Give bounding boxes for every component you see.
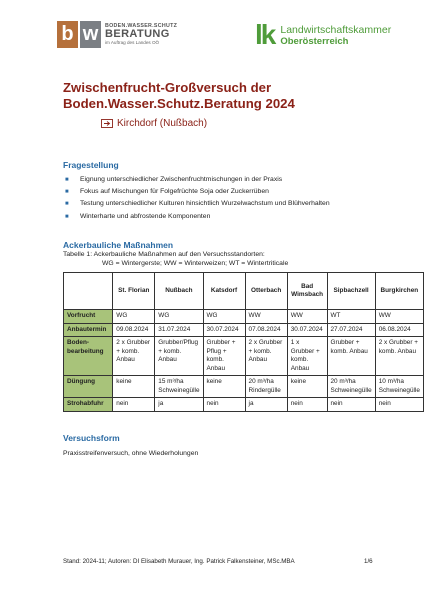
bullet-icon: ■: [65, 213, 69, 220]
row-header: Düngung: [64, 376, 113, 398]
page-number: 1/6: [364, 558, 373, 565]
table-caption-line1: Tabelle 1: Ackerbauliche Maßnahmen auf den Versuchsstandorten:: [63, 251, 265, 258]
table-cell: WW: [245, 310, 287, 324]
list-item: [63, 211, 403, 223]
list-item-text: Winterharte und abfrostende Komponenten: [80, 212, 211, 220]
lk-logo-line1: Landwirtschaftskammer: [280, 23, 392, 36]
bullet-icon: ■: [65, 189, 69, 196]
lk-logo-text: [280, 24, 391, 47]
row-header: Boden-bearbeitung: [64, 337, 113, 376]
table-cell: nein: [375, 398, 423, 412]
table-cell: 27.07.2024: [327, 323, 375, 337]
table-cell: 15 m³/ha Schweinegülle: [155, 376, 203, 398]
column-header: St. Florian: [113, 273, 155, 310]
table-cell: nein: [287, 398, 327, 412]
list-item-text: Testung unterschiedlicher Kulturen hinsichtlich Wurzelwachstum und Blühverhalten: [80, 200, 330, 208]
lk-logo-mark: lk: [255, 19, 275, 50]
column-header: Sipbachzell: [327, 273, 375, 310]
table-cell: nein: [113, 398, 155, 412]
bw-logo-line3: im Auftrag des Landes OÖ: [105, 40, 160, 45]
list-item: [63, 174, 403, 186]
bw-logo-line2: BERATUNG: [105, 28, 170, 40]
row-header: Anbautermin: [64, 323, 113, 337]
table-cell: keine: [287, 376, 327, 398]
table-cell: nein: [327, 398, 375, 412]
table-cell: 2 x Grubber + komb. Anbau: [113, 337, 155, 376]
massnahmen-heading: Ackerbauliche Maßnahmen: [63, 240, 174, 250]
fragestellung-list: [63, 174, 403, 223]
table-cell: Grubber + Pflug + komb. Anbau: [203, 337, 245, 376]
table-cell: 31.07.2024: [155, 323, 203, 337]
table-header-row: [64, 273, 424, 310]
table-cell: WT: [327, 310, 375, 324]
table-cell: ja: [155, 398, 203, 412]
column-header: Nußbach: [155, 273, 203, 310]
row-header: Strohabfuhr: [64, 398, 113, 412]
table-row: [64, 310, 424, 324]
list-item-text: Eignung unterschiedlicher Zwischenfruchtmischungen in der Praxis: [80, 176, 283, 183]
table-cell: 20 m³/ha Rindergülle: [245, 376, 287, 398]
versuchsform-heading: Versuchsform: [63, 433, 120, 443]
location-subtitle: [101, 118, 207, 129]
table-row: [64, 323, 424, 337]
bw-logo-line1: BODEN.WASSER.SCHUTZ: [105, 23, 178, 29]
row-header: Vorfrucht: [64, 310, 113, 324]
table-row: [64, 376, 424, 398]
table-cell: keine: [203, 376, 245, 398]
lk-logo: [255, 21, 391, 49]
table-cell: WG: [155, 310, 203, 324]
table-row: [64, 337, 424, 376]
table-cell: WW: [287, 310, 327, 324]
footer-text: Stand: 2024-11; Autoren: DI Elisabeth Murauer, Ing. Patrick Falkensteiner, MSc.MBA: [63, 558, 295, 565]
bullet-icon: ■: [65, 177, 69, 183]
table-caption-line2: WG = Wintergerste; WW = Winterweizen; WT = Wintertriticale: [102, 259, 289, 267]
table-cell: WG: [113, 310, 155, 324]
column-header: Katsdorf: [203, 273, 245, 310]
bw-logo-b: b: [57, 21, 78, 48]
table-cell: 20 m³/ha Schweinegülle: [327, 376, 375, 398]
table-cell: 30.07.2024: [287, 323, 327, 337]
location-label: Kirchdorf (Nußbach): [117, 118, 208, 129]
table-row: [64, 398, 424, 412]
table-cell: WG: [203, 310, 245, 324]
list-item-text: Fokus auf Mischungen für Folgefrüchte Soja oder Zuckerrüben: [80, 188, 269, 196]
table-cell: 06.08.2024: [375, 323, 423, 337]
bw-logo-text: [105, 21, 177, 48]
fragestellung-heading: Fragestellung: [63, 160, 119, 170]
page-title: Zwischenfrucht-Großversuch der Boden.Wasser.Schutz.Beratung 2024: [63, 80, 295, 111]
list-item: [63, 198, 403, 210]
table-cell: 2 x Grubber + komb. Anbau: [375, 337, 423, 376]
bullet-icon: ■: [65, 201, 69, 208]
table-cell: nein: [203, 398, 245, 412]
table-cell: 1 x Grubber + komb. Anbau: [287, 337, 327, 376]
list-item: [63, 186, 403, 198]
column-header: Burgkirchen: [375, 273, 423, 310]
table-cell: ja: [245, 398, 287, 412]
massnahmen-table: [63, 272, 424, 412]
table-cell: Grubber/Pflug + komb. Anbau: [155, 337, 203, 376]
table-cell: 2 x Grubber + komb. Anbau: [245, 337, 287, 376]
versuchsform-text: Praxisstreifenversuch, ohne Wiederholungen: [63, 450, 199, 457]
bw-logo: [57, 21, 177, 48]
table-corner-cell: [64, 273, 113, 310]
lk-logo-line2: Oberösterreich: [280, 35, 349, 47]
table-cell: 07.08.2024: [245, 323, 287, 337]
table-cell: keine: [113, 376, 155, 398]
table-cell: 09.08.2024: [113, 323, 155, 337]
bw-logo-w: w: [80, 21, 101, 48]
column-header: Bad Wimsbach: [287, 273, 327, 310]
table-cell: Grubber + komb. Anbau: [327, 337, 375, 376]
table-cell: WW: [375, 310, 423, 324]
table-cell: 10 m³/ha Schweinegülle: [375, 376, 423, 398]
table-caption: [63, 251, 288, 268]
table-cell: 30.07.2024: [203, 323, 245, 337]
arrow-box-icon: [101, 119, 113, 128]
column-header: Otterbach: [245, 273, 287, 310]
